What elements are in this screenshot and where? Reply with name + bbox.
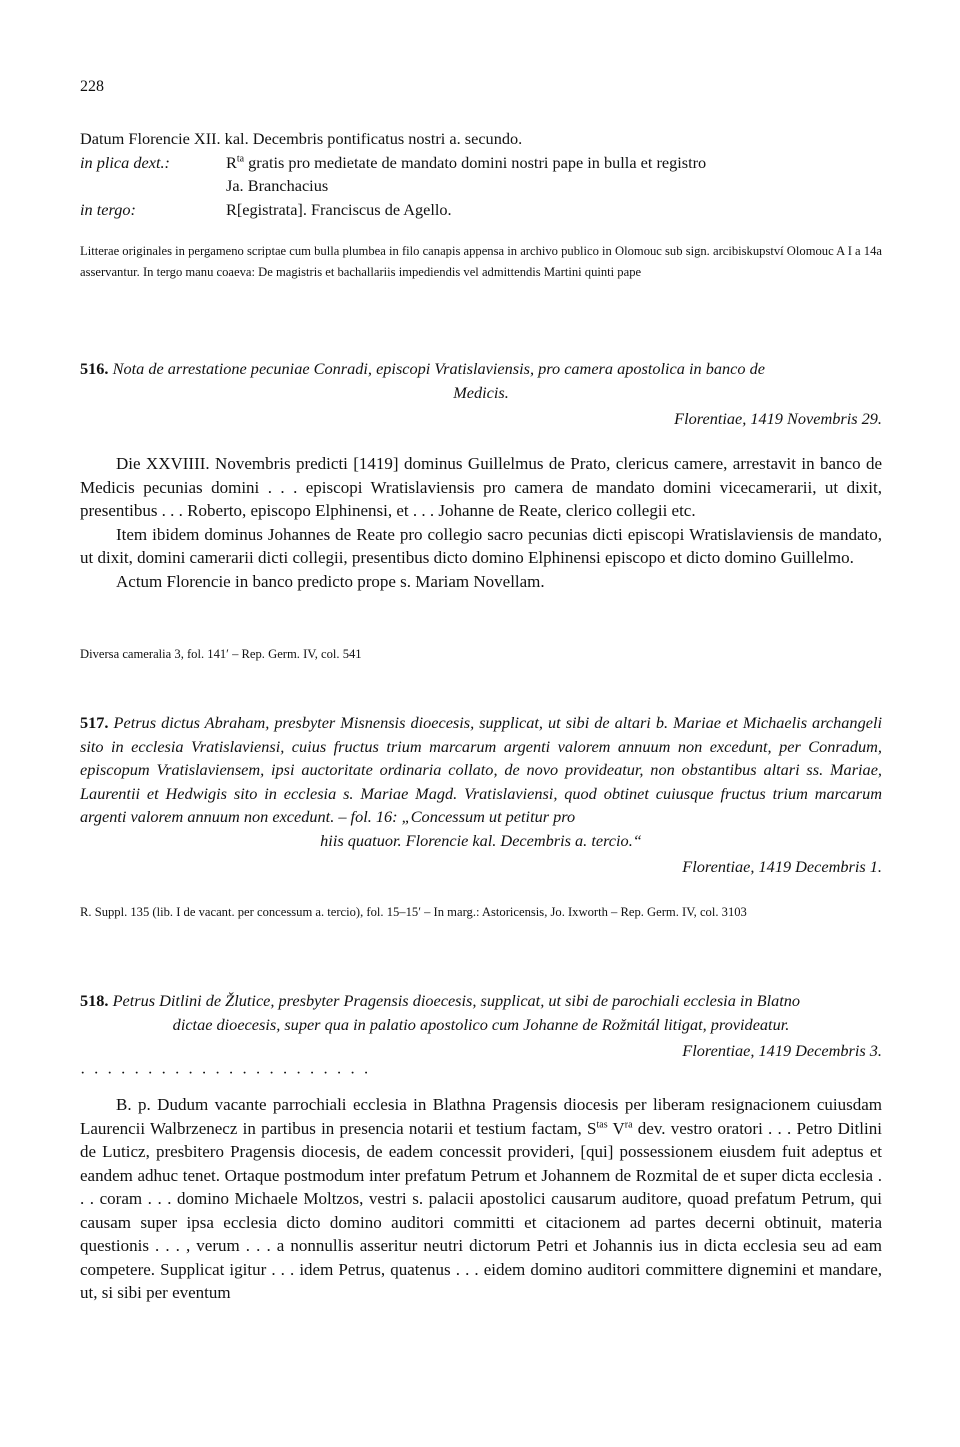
plica-signature: Ja. Branchacius (226, 176, 329, 195)
tergo-label: in tergo: (80, 199, 136, 219)
document-516-body (80, 452, 882, 593)
plica-row (80, 151, 882, 175)
document-516-header (80, 357, 882, 431)
document-518-body (80, 1093, 882, 1305)
document-518-header (80, 989, 882, 1063)
tergo-row (80, 198, 882, 222)
plica-label: in plica dext.: (80, 152, 170, 172)
document-516-paragraph: Actum Florencie in banco predicto prope s. Mariam Novellam. (116, 571, 545, 591)
plica-text: $R^{ta}$ gratis pro medietate de mandato domini nostri pape in bulla et registro (226, 152, 707, 172)
document-517-header (80, 711, 882, 879)
omission-dots: · · · · · · · · · · · · · · · · · · · · · · (80, 1063, 371, 1082)
document-517-title-end: hiis quatuor. Florencie kal. Decembris a. tercio.“ (320, 830, 642, 850)
document-516-title: 516. Nota de arrestatione pecuniae Conradi, episcopi Vratislaviensis, pro camera apostolica in banco de (80, 359, 765, 378)
document-518-place-date: Florentiae, 1419 Decembris 3. (682, 1041, 882, 1060)
document-516-paragraph: Die XXVIIII. Novembris predicti [1419] dominus Guillelmus de Prato, clericus camere, arrestavit in banco de Medicis pecunias domini . . . episcopi Wratislaviensis pro camera de mandato domini vicecamerarii, ut dixit, presentibus . . . Roberto, episcopo Elphinensi, et . . . Johanne de Reate, clerico collegii etc. (80, 454, 882, 520)
document-518-title: 518. Petrus Ditlini de Žlutice, presbyter Pragensis dioecesis, supplicat, ut sibi de parochiali ecclesia in Blatno (80, 991, 801, 1010)
document-517-place-date: Florentiae, 1419 Decembris 1. (682, 857, 882, 876)
document-517-source: R. Suppl. 135 (lib. I de vacant. per concessum a. tercio), fol. 15–15′ – In marg.: Astoricensis, Jo. Ixworth – Rep. Germ. IV, col. 3103 (80, 905, 747, 919)
document-516-paragraph: Item ibidem dominus Johannes de Reate pro collegio sacro pecunias dicti episcopi Wratislaviensis de mandato, ut dixit, domini camerarii dicti collegii, presentibus dicto domino Elphinensi episcopo et dicto domino Guillelmo. (80, 524, 882, 567)
datum-block (80, 127, 882, 221)
document-516-title-end: Medicis. (453, 382, 509, 402)
plica-row-2 (80, 174, 882, 198)
document-516-place-date: Florentiae, 1419 Novembris 29. (674, 409, 882, 428)
page-number: 228 (80, 78, 104, 95)
document-518-paragraph: B. p. Dudum vacante parrochiali ecclesia in Blathna Pragensis diocesis per liberam resignacionem cuiusdam Laurencii Walbrzenecz in partibus in presencia notarii et testium factam, $S^{tas}$ $V^{ra}$ dev. vestro oratori . . . Petro Ditlini de Luticz, presbitero Pragensis diocesis, de eadem concessit provideri, [qui] possessionem eiusdem fuit adeptus et eandem adhuc tenet. Ortaque postmodum inter prefatum Petrum et Johannem de Rozmital de et super dicta ecclesia . . . coram . . . domino Michaele Moltzos, vestri s. palacii apostolici causarum auditore, quoad prefatum Petrum, qui causam super ipsa ecclesia dicto domino auditori committi et citacionem ad partes decerni obtinuit, materia questionis . . . , verum . . . a nonnullis asseritur neutri dictorum Petri et Johannis ius in dicta ecclesia seu ad eam competere. Supplicat igitur . . . idem Petrus, quatenus . . . eidem domino auditori committere dignemini et mandare, ut, si sibi per eventum (80, 1095, 882, 1302)
tergo-text: R[egistrata]. Franciscus de Agello. (226, 199, 452, 219)
archival-note-515: Litterae originales in pergameno scriptae cum bulla plumbea in filo canapis appensa in archivo publico in Olomouc sub sign. arcibiskupství Olomouc A I a 14a asservantur. In tergo manu coaeva: De magistris et bachallariis impediendis vel admittendis Martini quinti pape (80, 244, 882, 279)
document-518-title-end: dictae dioecesis, super qua in palatio apostolico cum Johanne de Rožmitál litigat, provideatur. (172, 1014, 790, 1034)
document-517-title: 517. Petrus dictus Abraham, presbyter Misnensis dioecesis, supplicat, ut sibi de altari b. Mariae et Michaelis archangeli sito in ecclesia Vratislaviensi, cuius fructus trium marcarum argenti valorem annuum non excedunt, per Conradum, episcopum Vratislaviensem, ipsi auctoritate ordinaria collato, de novo provideatur, non obstantibus altari ss. Mariae, Laurentii et Hedwigis sito in ecclesia s. Mariae Magd. Vratislaviensi, quod obtinet cuiusque fructus trium marcarum argenti valorem annuum non excedunt. – fol. 16: „Concessum ut petitur pro (80, 713, 882, 826)
datum-line: Datum Florencie XII. kal. Decembris pontificatus nostri a. secundo. (80, 129, 523, 148)
document-516-source: Diversa cameralia 3, fol. 141′ – Rep. Germ. IV, col. 541 (80, 647, 362, 661)
